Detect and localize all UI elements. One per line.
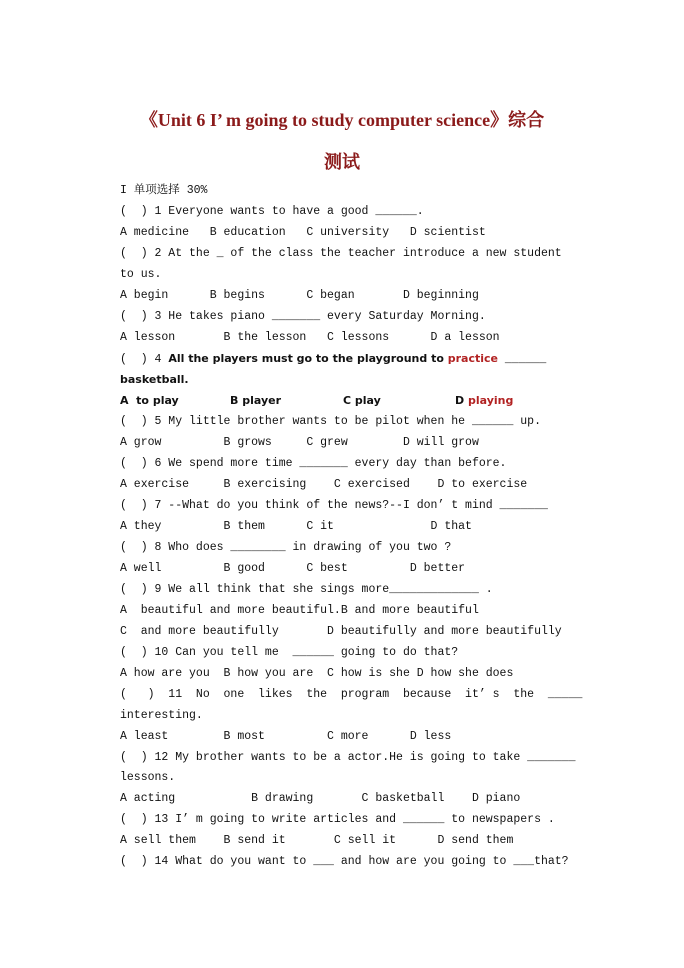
question-5-options: A grow B grows C grew D will grow xyxy=(120,436,479,449)
question-4-continued: basketball. xyxy=(120,373,189,386)
section-heading: I 单项选择 30% xyxy=(120,184,208,197)
question-4-stem-text: All the players must go to the playground to xyxy=(168,352,448,365)
question-8-stem: ( ) 8 Who does ________ in drawing of you two ? xyxy=(120,541,452,554)
question-13-options: A sell them B send it C sell it D send them xyxy=(120,834,514,847)
question-9-options-line2: C and more beautifully D beautifully and more beautifully xyxy=(120,625,562,638)
question-4-highlight-word: practice xyxy=(447,352,498,365)
question-4-option-d-word: playing xyxy=(467,394,514,407)
question-2-options: A begin B begins C began D beginning xyxy=(120,289,479,302)
question-5-stem: ( ) 5 My little brother wants to be pilot when he ______ up. xyxy=(120,415,541,428)
question-8-options: A well B good C best D better xyxy=(120,562,466,575)
question-14-stem: ( ) 14 What do you want to ___ and how are you going to ___that? xyxy=(120,855,569,868)
question-4-options xyxy=(120,390,570,411)
question-4-option-c: C play xyxy=(343,394,381,407)
question-2-continued: to us. xyxy=(120,268,162,281)
question-11-stem: ( ) 11 No one likes the program because it’ s the _____ xyxy=(120,688,583,701)
question-1-options: A medicine B education C university D scientist xyxy=(120,226,486,239)
question-9-options-line1: A beautiful and more beautiful.B and more beautiful xyxy=(120,604,479,617)
question-11-continued: interesting. xyxy=(120,709,203,722)
question-11-options: A least B most C more D less xyxy=(120,730,452,743)
question-12-continued: lessons. xyxy=(120,771,176,784)
document-title-line1: 《Unit 6 I’ m going to study computer science》综合 xyxy=(139,110,545,130)
question-10-options: A how are you B how you are C how is she D how she does xyxy=(120,667,514,680)
question-6-options: A exercise B exercising C exercised D to exercise xyxy=(120,478,528,491)
question-7-stem: ( ) 7 --What do you think of the news?--I don’ t mind _______ xyxy=(120,499,548,512)
question-10-stem: ( ) 10 Can you tell me ______ going to do that? xyxy=(120,646,459,659)
question-12-stem: ( ) 12 My brother wants to be a actor.He is going to take _______ xyxy=(120,751,576,764)
question-13-stem: ( ) 13 I’ m going to write articles and ______ to newspapers . xyxy=(120,813,555,826)
question-4-option-b: B player xyxy=(230,394,281,407)
question-4-option-a: A to play xyxy=(120,394,179,407)
question-4-stem-number: ( ) 4 xyxy=(120,353,169,366)
question-6-stem: ( ) 6 We spend more time _______ every day than before. xyxy=(120,457,507,470)
question-4-blank: ______ xyxy=(497,353,547,366)
question-4-stem xyxy=(120,348,570,369)
question-3-stem: ( ) 3 He takes piano _______ every Saturday Morning. xyxy=(120,310,486,323)
question-9-stem: ( ) 9 We all think that she sings more_____________ . xyxy=(120,583,493,596)
question-1-stem: ( ) 1 Everyone wants to have a good ______. xyxy=(120,205,424,218)
document-title-line2: 测试 xyxy=(324,152,360,172)
question-12-options: A acting B drawing C basketball D piano xyxy=(120,792,521,805)
question-2-stem: ( ) 2 At the _ of the class the teacher introduce a new student xyxy=(120,247,562,260)
question-3-options: A lesson B the lesson C lessons D a lesson xyxy=(120,331,500,344)
question-7-options: A they B them C it D that xyxy=(120,520,472,533)
question-4-option-d-letter: D xyxy=(455,394,468,407)
